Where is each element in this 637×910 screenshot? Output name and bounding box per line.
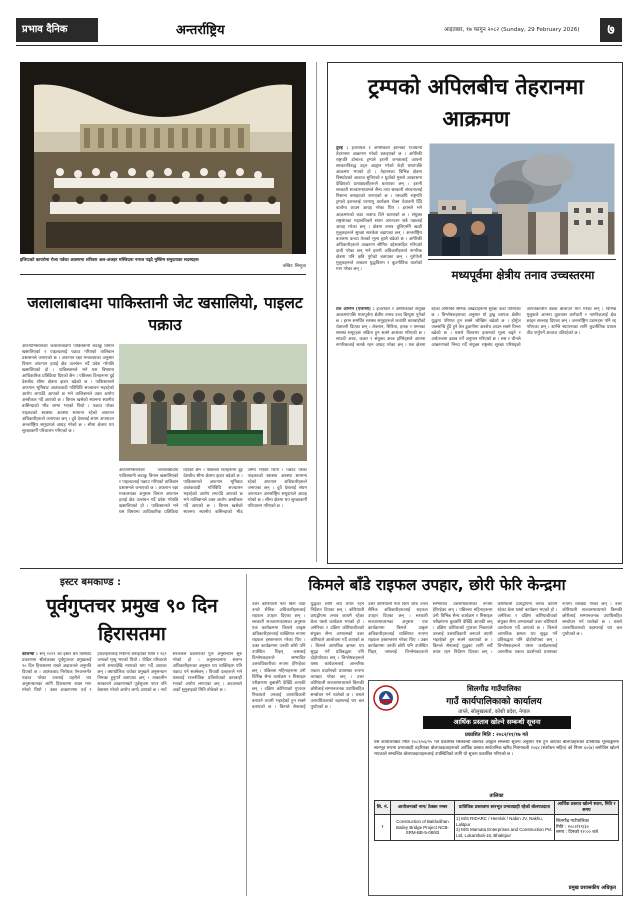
notice-signoff: प्रमुख प्रशासकीय अधिकृत [568, 885, 616, 891]
tehran-headline: ट्रम्पको अपिलबीच तेहरानमा आक्रमण [368, 75, 584, 132]
page-number: ७ [600, 18, 622, 42]
dateline-bar: आइतबार, १७ फागुन २०८२ (Sunday, 29 February 2026) [444, 27, 580, 33]
notice-org: सिलगौढ गाउँपालिका [467, 684, 521, 693]
jalalabad-photo-illustration [119, 344, 307, 461]
mosque-photo [20, 62, 306, 254]
easter-kicker: इस्टर बमकाण्ड : [60, 577, 121, 588]
row-project: Construction of Bakhulihan Bailey Bridge Project NCB-SRM-BB-5-08/83 [391, 815, 455, 840]
col-bidders: प्राविधिक प्रस्तावमा सारभूत प्रभावग्राही रहेको बोलपत्रदाता [455, 801, 555, 815]
mosque-photo-credit: तस्बिर: सिन्हुवा [282, 264, 306, 269]
easter-dateline: कोलम्बो : [22, 652, 38, 657]
tehran-dateline: दुबई : [336, 146, 349, 151]
tender-notice [368, 680, 623, 896]
notice-body: यस कार्यालयबाट मिति २०८२/०६/१५ गते प्रकाशित सिलबन्दी बोलपत्र आह्वान सम्बन्धी सूचना अनुसार पेश हुन आएका बोलपत्रहरूको प्राविधिक मूल्याङ्कनमा सारभूत रूपमा प्रभावग्राही ठहरिएका बोलपत्रदाताहरूको आर्थिक प्रस्ताव सार्वजनिक खरिद नियमावली २०६४ (संशोधन सहित) को नियम ६०(७) बमोजिम खोल्ने भएकाले सम्बन्धित बोलपत्रदाताहरूलाई उपस्थितिको लागि यो सूचना प्रकाशित गरिएको छ । [374, 740, 619, 757]
notice-table [374, 800, 619, 841]
tehran-inner-rule [428, 259, 616, 260]
kim-body-right: उत्तर कोरियाली नेता किम जोङ उनले सैनिक अधिकारीहरूलाई राइफल उपहार दिएका छन् । सरकारी सञ्चारमाध्यमका अनुसार एक कार्यक्रममा किमले उत्कृष्ट अधिकारीहरूलाई व्यक्तिगत रूपमा राइफल हस्तान्तरण गरेका थिए । उक्त कार्यक्रममा उनकी छोरी पनि उपस्थित थिइन् जसलाई विश्लेषकहरूले सम्भावित उत्तराधिकारीका रूपमा हेरिरहेका छन् । पछिल्ला महिनाहरूमा उनी विभिन्न सैन्य कार्यक्रम र मिसाइल परीक्षणमा बुबासँगै देखिँदै आएकी छन् । दक्षिण कोरियाको गुप्तचर निकायले उनलाई उत्तराधिकारी बनाउने तयारी भइरहेको हुन सक्ने बताएको छ । किमले सेनालाई युद्धका लागि सधैँ तयार रहन निर्देशन दिएका छन् । कोरियाली प्रायद्वीपमा तनाव कायमै रहेका बेला यस्तो कार्यक्रम भएको हो । अमेरिका र दक्षिण कोरियाबीचको संयुक्त सैन्य अभ्यासको उत्तर कोरियाले आलोचना गर्दै आएको छ । किमले आणविक क्षमता थप सुदृढ गर्ने प्रतिबद्धता पनि दोहोर्याएका छन् । विश्लेषकहरूले यस्ता कार्यक्रमलाई आन्तरिक एकता प्रदर्शनको प्रयासका रूपमा व्याख्या गरेका छन् । उत्तर कोरियाली सञ्चारमाध्यमले किमकी छोरीलाई सम्मानजनक उपाधिसहित सम्बोधन गर्न थालेको छ । यसले उत्तराधिकारको बहसलाई थप बल पुर्याएको छ । [368, 602, 622, 656]
easter-body [22, 652, 242, 896]
easter-body-text: सन् २०१९ को इस्टर बम विस्फोट प्रकरणमा श्रीलंकाका पूर्वगुप्तचर प्रमुखलाई ९० दिन हिरासतमा राख्ने अदालतले अनुमति दिएको छ । आतंकवाद निरोधक ऐनअन्तर्गत पक्राउ परेका उनलाई प्रहरीले थप अनुसन्धानका लागि हिरासतमा राख्न माग गरेको थियो । उक्त आक्रमणमा चर्च र होटलहरूलाई निशाना बनाइएको थियो र २६९ जनाको मृत्यु भएको थियो । पीडित परिवारले लामो समयदेखि न्यायको माग गर्दै आएका छन् । क्याथोलिक चर्चका प्रमुखले अनुसन्धान निष्पक्ष हुनुपर्ने बताएका छन् । तत्कालीन सरकारले आक्रमणबारे पूर्वसूचना पाएर पनि बेवास्ता गरेको आरोप लाग्दै आएको छ । नयाँ सरकारले प्रकरणको पुनः अनुसन्धान सुरु गरेको हो । अनुसन्धानमा संलग्न अधिकारीहरूका अनुसार थप व्यक्तिहरू पनि पक्राउ पर्न सक्नेछन् । विपक्षी दलहरूले भने यसलाई राजनीतिक प्रतिशोधको कारबाही भएको आरोप लगाएका छन् । अदालतले अर्को सुनुवाइको मिति तोकेको छ । [22, 652, 242, 694]
tehran-body-text: इजरायल र अमेरिकाले इरानको राजधानी तेहरानमा आक्रमण गरेको बताइएको छ । अमेरिकी राष्ट्रपति डोनाल्ड ट्रम्पले इरानी जनतालाई आफ्नो सरकारविरुद्ध उठ्न आह्वान गरेको केही घण्टापछि आक्रमण भएको हो । तेहरानका विभिन्न क्षेत्रमा विस्फोटको आवाज सुनिएको र धुवाँको मुस्लो आकाशमा देखिएको प्रत्यक्षदर्शीहरूले बताएका छन् । इरानी सरकारी सञ्चारमाध्यमले सैन्य तथा सरकारी संरचनालाई निशाना बनाइएको जनाएको छ । यसअघि राष्ट्रपति ट्रम्पले इरानलाई परमाणु कार्यक्रम रोक्न चेतावनी दिँदै वार्तामा आउन आग्रह गरेका थिए । इरानले भने आक्रमणको कडा जवाफ दिने बताएको छ । संयुक्त राष्ट्रसंघका महासचिवले संयम अपनाउन सबै पक्षलाई आग्रह गरेका छन् । क्षेत्रमा तनाव चुलिएसँगै खाडी मुलुकहरूले सुरक्षा सतर्कता बढाएका छन् । अन्तर्राष्ट्रिय बजारमा कच्चा तेलको मूल्य ह्वात्तै बढेको छ । अमेरिकी अधिकारीहरूले आक्रमण सीमित उद्देश्यसहित गरिएको दाबी गरेका छन् भने इरानी अधिकारीहरूले नागरिक क्षेत्रमा पनि क्षति पुगेको बताएका छन् । युरोपेली मुलुकहरूले तत्काल युद्धविराम र कूटनीतिक वार्ताको माग गरेका छन् । [336, 146, 422, 272]
jalalabad-body-right: अफगानिस्तानको जलालाबादमा पाकिस्तानी लडाकु विमान खसालिएको र पाइलटलाई पक्राउ गरिएको तालिबान प्रशासनले जनाएको छ । अफगान रक्षा मन्त्रालयका अनुसार विमान अफगान हवाई क्षेत्र उल्लंघन गर्दै प्रवेश गरेपछि खसालिएको हो । पाकिस्तानले भने यस विषयमा आधिकारिक प्रतिक्रिया दिएको छैन । पछिल्ला दिनहरूमा दुई देशबीच सीमा क्षेत्रमा झडप बढेको छ । पाकिस्तानले अफगान भूमिबाट आतंकवादी गतिविधि सञ्चालन भइरहेको आरोप लगाउँदै आएको छ भने तालिबानले उक्त आरोप अस्वीकार गर्दै आएको छ । विमान खसेको स्थानमा स्थानीय बासिन्दाको भीड जम्मा भएको थियो । पक्राउ परेका पाइलटको स्वास्थ्य अवस्था सामान्य रहेको अफगान अधिकारीहरूले जनाएका छन् । दुवै देशलाई संयम अपनाउन अन्तर्राष्ट्रिय समुदायले आग्रह गरेको छ । सीमा क्षेत्रमा थप सुरक्षाकर्मी परिचालन गरिएको छ । [119, 468, 307, 516]
notice-office: गाउँ कार्यपालिकाको कार्यालय [446, 697, 542, 707]
nepal-emblem-icon [373, 685, 399, 711]
row-opening: सिलगौढ गाउँपालिका मिति : २०८२/११/३० समय : दिनको १२:०० बजे [555, 815, 619, 840]
masthead-paper-label: प्रभाव दैनिक [16, 18, 98, 42]
kim-headline: किमले बाँडे राइफल उपहार, छोरी फेरि केन्द्रमा [308, 576, 566, 594]
notice-title: आर्थिक प्रस्ताव खोल्ने सम्बन्धी सूचना [423, 716, 571, 729]
regional-tension-body-text: इजरायल र अमेरिकाको संयुक्त आक्रमणपछि मध्यपूर्वमा क्षेत्रीय तनाव उच्च बिन्दुमा पुगेको छ । इरान समर्थित सशस्त्र समूहहरूले जवाफी कारबाहीको चेतावनी दिएका छन् । लेबनान, सिरिया, इराक र यमनका सशस्त्र समूहहरू सक्रिय हुन सक्ने आशंका गरिएको छ । साउदी अरब, कतार र संयुक्त अरब इमिरेट्सले आफ्ना नागरिकलाई सतर्क रहन आग्रह गरेका छन् । यस क्षेत्रमा रहेका अमेरिकी सैनिक अखडाहरूमा सुरक्षा कडा पारिएको छ । विश्लेषकहरूका अनुसार यो द्वन्द्व व्यापक क्षेत्रीय युद्धमा परिणत हुन सक्ने जोखिम बढेको छ । होर्मुज जलसन्धि हुँदै हुने तेल ढुवानीमा अवरोध आउन सक्ने चिन्ता बढेको छ । यसले विश्वभर इन्धनको मूल्य बढ्ने र अर्थतन्त्रमा दबाब पर्ने अनुमान गरिएको छ । रुस र चीनले आक्रमणको निन्दा गर्दै संयुक्त राष्ट्रसंघ सुरक्षा परिषद्को आपतकालीन बैठक बोलाउन माग गरेका छन् । विभिन्न मुलुकले आफ्ना दूतावास कर्मचारी र नागरिकलाई क्षेत्र छाड्न सल्लाह दिएका छन् । अन्तर्राष्ट्रिय उडानहरू पनि रद्द गरिएका छन् । शान्ति स्थापनाका लागि कूटनीतिक प्रयास तीव्र पार्नुपर्ने आवाज उठिरहेको छ । [336, 307, 616, 349]
mosque-photo-caption: इजिप्टको कायरोमा रोजा पर्वका अवसरमा शनिबार अल-अजहर मस्जिदमा नमाज पढ्दै मुस्लिम समुदायका सदस्यहरू [20, 258, 199, 263]
tehran-photo [428, 142, 616, 256]
jalalabad-body-left: अफगानिस्तानको जलालाबादमा पाकिस्तानी लडाकु विमान खसालिएको र पाइलटलाई पक्राउ गरिएको तालिबान प्रशासनले जनाएको छ । अफगान रक्षा मन्त्रालयका अनुसार विमान अफगान हवाई क्षेत्र उल्लंघन गर्दै प्रवेश गरेपछि खसालिएको हो । पाकिस्तानले भने यस विषयमा आधिकारिक प्रतिक्रिया दिएको छैन । पछिल्ला दिनहरूमा दुई देशबीच सीमा क्षेत्रमा झडप बढेको छ । पाकिस्तानले अफगान भूमिबाट आतंकवादी गतिविधि सञ्चालन भइरहेको आरोप लगाउँदै आएको छ भने तालिबानले उक्त आरोप अस्वीकार गर्दै आएको छ । विमान खसेको स्थानमा स्थानीय बासिन्दाको भीड जम्मा भएको थियो । पक्राउ परेका पाइलटको स्वास्थ्य अवस्था सामान्य रहेको अफगान अधिकारीहरूले जनाएका छन् । दुवै देशलाई संयम अपनाउन अन्तर्राष्ट्रिय समुदायले आग्रह गरेको छ । सीमा क्षेत्रमा थप सुरक्षाकर्मी परिचालन गरिएको छ । [22, 344, 114, 434]
mosque-photo-illustration [20, 62, 306, 254]
section-label: अन्तर्राष्ट्रिय [176, 23, 225, 38]
regional-tension-dateline: तेल अभिभ (एजेन्सी) : [336, 307, 375, 312]
notice-pub-date: प्रकाशित मिति : २०८२/११/१७ गते [464, 732, 529, 738]
col-project: आयोजनाको नाम/ ठेक्का नम्बर [391, 801, 455, 815]
section-divider [20, 568, 623, 569]
regional-tension-headline: मध्यपूर्वमा क्षेत्रीय तनाव उच्चस्तरमा [451, 268, 595, 282]
jalalabad-photo [119, 344, 307, 461]
table-row [375, 815, 619, 840]
story1-rule [20, 274, 306, 275]
masthead-rule [16, 45, 622, 46]
col-opening: आर्थिक प्रस्ताव खोल्ने स्थान, मिति र समय [555, 801, 619, 815]
kim-body-left: उत्तर कोरियाली नेता किम जोङ उनले सैनिक अधिकारीहरूलाई राइफल उपहार दिएका छन् । सरकारी सञ्चारमाध्यमका अनुसार एक कार्यक्रममा किमले उत्कृष्ट अधिकारीहरूलाई व्यक्तिगत रूपमा राइफल हस्तान्तरण गरेका थिए । उक्त कार्यक्रममा उनकी छोरी पनि उपस्थित थिइन् जसलाई विश्लेषकहरूले सम्भावित उत्तराधिकारीका रूपमा हेरिरहेका छन् । पछिल्ला महिनाहरूमा उनी विभिन्न सैन्य कार्यक्रम र मिसाइल परीक्षणमा बुबासँगै देखिँदै आएकी छन् । दक्षिण कोरियाको गुप्तचर निकायले उनलाई उत्तराधिकारी बनाउने तयारी भइरहेको हुन सक्ने बताएको छ । किमले सेनालाई युद्धका लागि सधैँ तयार रहन निर्देशन दिएका छन् । कोरियाली प्रायद्वीपमा तनाव कायमै रहेका बेला यस्तो कार्यक्रम भएको हो । अमेरिका र दक्षिण कोरियाबीचको संयुक्त सैन्य अभ्यासको उत्तर कोरियाले आलोचना गर्दै आएको छ । किमले आणविक क्षमता थप सुदृढ गर्ने प्रतिबद्धता पनि दोहोर्याएका छन् । विश्लेषकहरूले यस्ता कार्यक्रमलाई आन्तरिक एकता प्रदर्शनको प्रयासका रूपमा व्याख्या गरेका छन् । उत्तर कोरियाली सञ्चारमाध्यमले किमकी छोरीलाई सम्मानजनक उपाधिसहित सम्बोधन गर्न थालेको छ । यसले उत्तराधिकारको बहसलाई थप बल पुर्याएको छ । [252, 602, 364, 710]
row-serial: १ [375, 815, 391, 840]
col-serial: सि. नं. [375, 801, 391, 815]
regional-tension-body [336, 307, 616, 555]
notice-address: ताप्ले, सोलुखलर्ता, कोशी प्रदेश, नेपाल [458, 709, 530, 715]
easter-headline: पूर्वगुप्तचर प्रमुख ९० दिन हिरासतमा [46, 595, 218, 645]
column-separator [246, 574, 247, 896]
notice-table-header [375, 801, 619, 815]
row-bidders: 1) M/S RIDARC / Hemlok / Nabin JV, Nakhu, Lalitpur 2) M/S Mamata Enterprises and Construction Pvt. Ltd, Lokanthali-16, Bhaktpur [455, 815, 555, 840]
column-separator [316, 62, 317, 562]
notice-table-title: तालिका [489, 793, 504, 799]
tehran-photo-illustration [428, 142, 616, 256]
jalalabad-headline: जलालाबादमा पाकिस्तानी जेट खसालियो, पाइलट पक्राउ [27, 294, 303, 334]
masthead [16, 18, 622, 42]
